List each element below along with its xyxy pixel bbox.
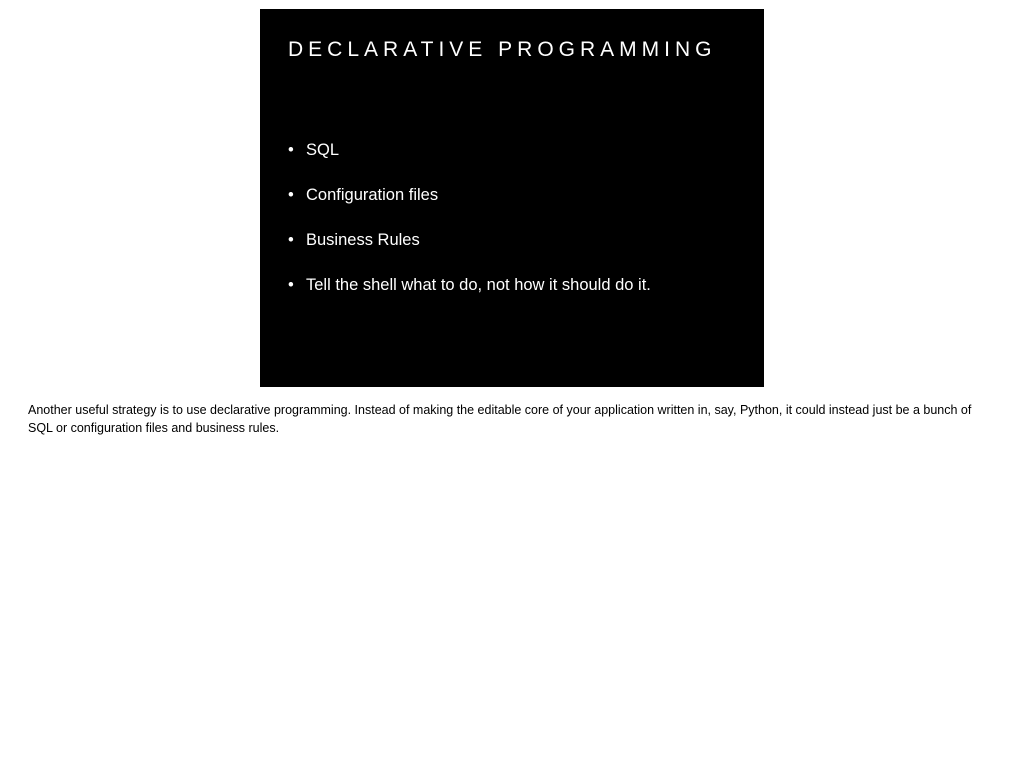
bullet-list xyxy=(288,139,651,319)
bullet-dot-icon: • xyxy=(288,186,294,204)
bullet-dot-icon: • xyxy=(288,141,294,159)
bullet-text: Tell the shell what to do, not how it should do it. xyxy=(306,276,651,294)
bullet-item xyxy=(288,274,651,319)
bullet-dot-icon: • xyxy=(288,231,294,249)
bullet-item xyxy=(288,184,651,229)
slide-thumbnail xyxy=(260,9,764,387)
bullet-item xyxy=(288,139,651,184)
bullet-text: SQL xyxy=(306,141,340,159)
bullet-item xyxy=(288,229,651,274)
speaker-notes: Another useful strategy is to use declarative programming. Instead of making the editable core of your application written in, say, Python, it could instead just be a bunch of SQL or configuration files and business rules. xyxy=(28,403,972,435)
bullet-dot-icon: • xyxy=(288,276,294,294)
slide-title: DECLARATIVE PROGRAMMING xyxy=(288,38,717,61)
bullet-text: Configuration files xyxy=(306,186,439,204)
bullet-text: Business Rules xyxy=(306,231,420,249)
